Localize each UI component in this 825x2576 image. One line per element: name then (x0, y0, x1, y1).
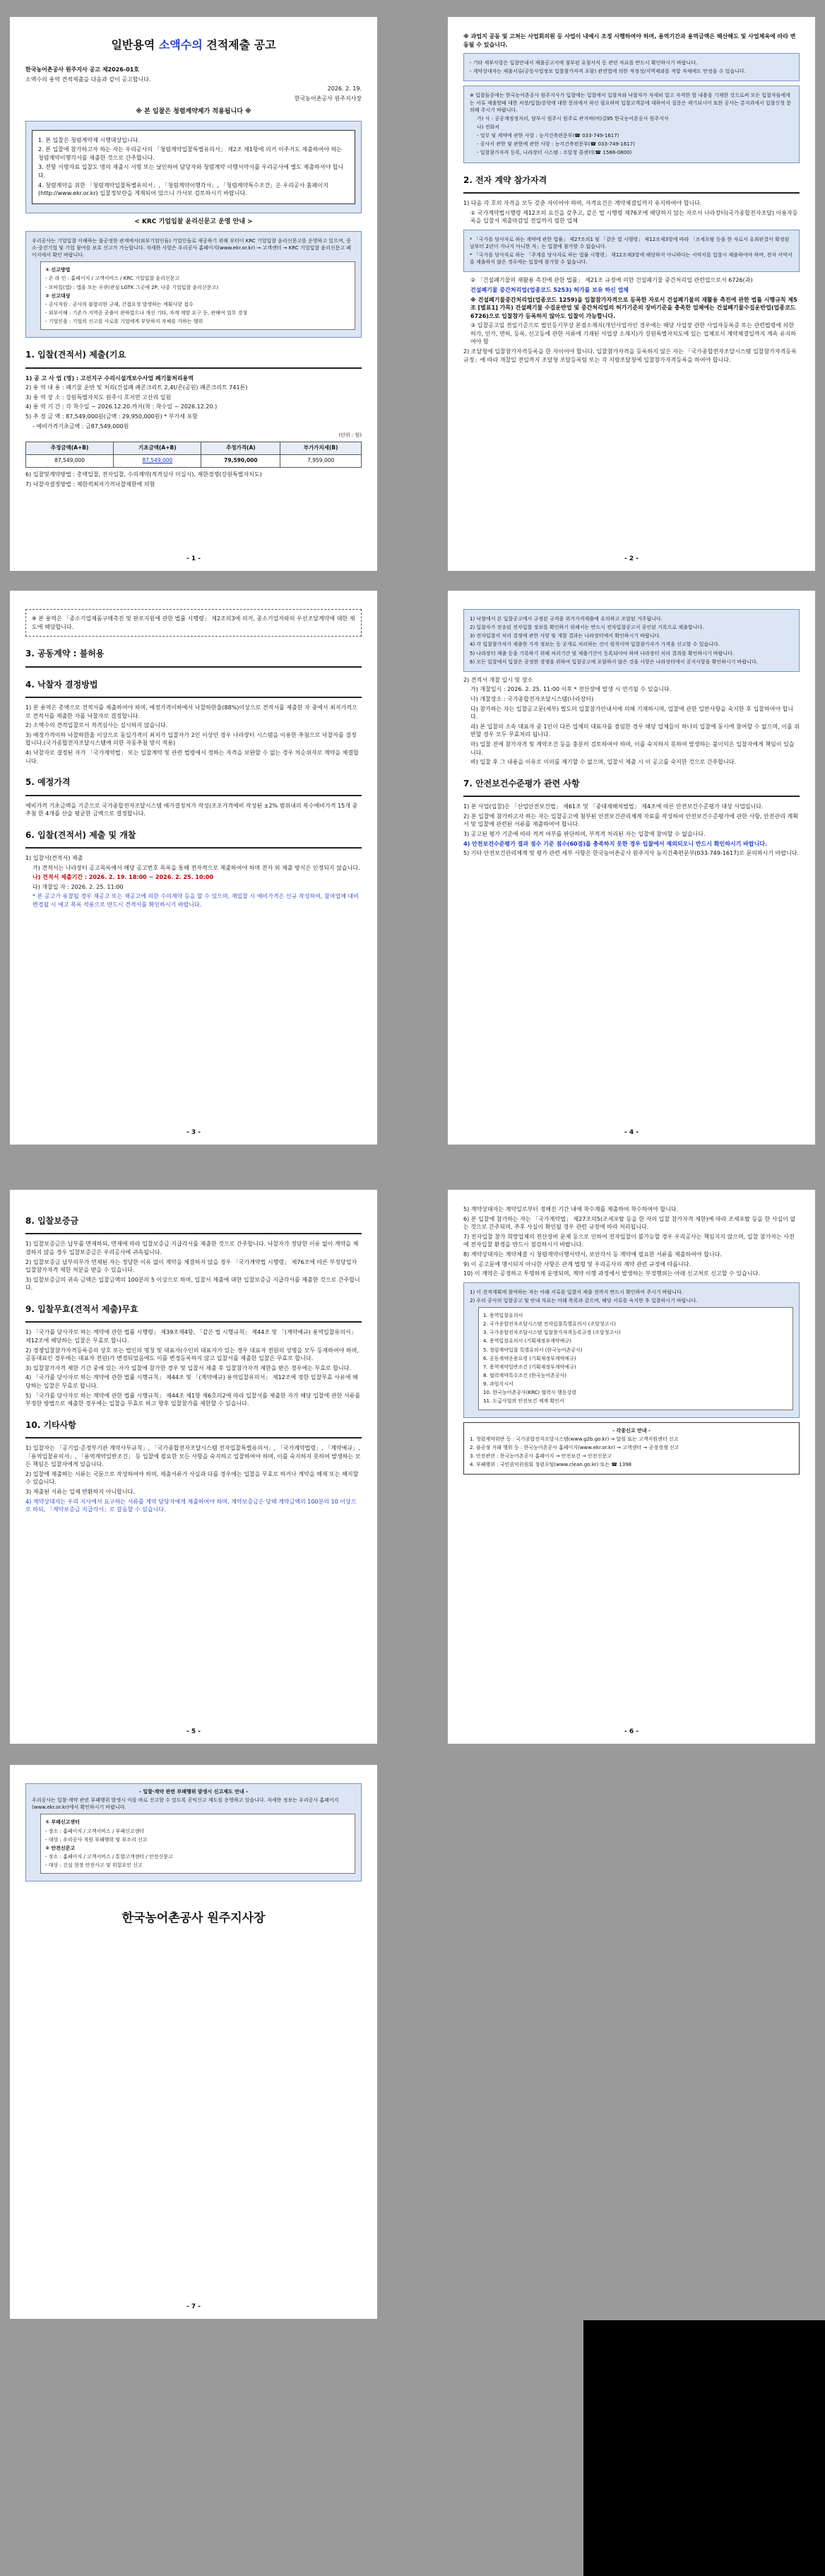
report-item: 3. 안전관련 : 한국농어촌공사 홈페이지 → 안전보건 → 안전신문고 (470, 1453, 612, 1459)
krc-item: - 온 라 인 : 홈페이지 / 고객서비스 / KRC 기업입찰 윤리신문고 (45, 276, 180, 282)
viewer-background (583, 2320, 825, 2576)
document-item: 11. 도급사업의 안전보건 체계 확인서 (483, 1398, 564, 1405)
integrity-item: 2. 본 입찰에 참가하고자 하는 자는 우리공사의 「청렴계약입찰특별유의서」 제2조 제1항에 의거 이주거도 제출하여야 하는 청렴계약이행각서를 제출한 것으로 간주합니다. (38, 146, 343, 161)
sec1-item: 7) 낙찰자결정방법 : 제한적최저가격낙찰제한에 의함 (25, 480, 155, 488)
sec1-item: 5) 추 정 금 액 : 87,549,000원(금액 : 29,950,000원) * 부가세 포함 (25, 413, 198, 420)
integrity-box (25, 121, 362, 213)
sec7-item: 2) 본 입찰에 참가하고자 하는 자는 입찰공고에 첨부된 안전보건관리체계 자료를 작성하여 안전보건수준평가에 관한 사항, 안전관리 계획서 및 입찰에 관련된 서류를 제출하여야 합니다. (463, 813, 798, 828)
section-title: 10. 기타사항 (25, 1419, 76, 1430)
sec7-item: 4) 안전보건수준평가 결과 점수 기준 점수(60점)를 충족하지 못한 경우 입찰에서 제외되오니 반드시 확인하시기 바랍니다. (463, 840, 768, 847)
page-number: - 7 - (186, 2303, 201, 2310)
intro-box (25, 609, 362, 637)
sec2-inner-box (463, 230, 800, 273)
top-box-line: - 기타 세부사항은 입찰안내서 제출공고서에 첨부된 유첨서식 등 관련 자료를 반드시 확인하시기 바랍니다. (470, 60, 698, 66)
document-item: 8. 협력계약특수조건 (한국농어촌공사) (483, 1373, 567, 1379)
integrity-item: 3. 전항 서명자료 입찰도 명의 제출시 서명 또는 날인하여 담당자와 청렴계약 이행서약서를 우리공사에 별도 제출하셔야 합니다. (38, 164, 344, 179)
krc-item: - 모바일(앱) : 앱을 모는 우편(관심 LGTK 그곳에 2P, 나중 기업입찰 윤리신문고) (45, 284, 218, 290)
sec6-item: 가) 견적서는 나라장터 공고목록에서 해당 공고번호 목록을 통해 전자적으로 제출하여야 하며 전자 외 제출 방식은 인정되지 않습니다. (32, 864, 360, 871)
krc-item: ② 신고대상 (45, 293, 71, 299)
report-system-item: - 대상 : 우리공사 직원 부패행위 및 부조리 신고 (45, 1836, 148, 1843)
sec2-item: 2) 조달청에 입찰참가자격등록을 한 자이어야 합니다. 입찰참가자격을 등록하지 않은 자는 「국가종합전자조달시스템 입찰참가자격등록규정」에 따라 개찰일 전일까지 조달청 조달등록팀 또는 각 지방조달청에 입찰참가자격등록을 하여야 합니다. (463, 348, 797, 363)
document-item: 2. 국가종합전자조달시스템 전자입찰특별유의서 (조달청고시) (483, 1321, 616, 1328)
sec4-item: 4) 낙찰자로 결정된 자가 「국가계약법」 또는 입찰계약 및 관련 법령에서 정하는 자격을 보완할 수 없는 경우 차순위자로 계약을 체결합니다. (25, 749, 359, 764)
section-title: 7. 안전보건수준평가 관련 사항 (463, 778, 580, 788)
report-item: 2. 불공정 거래 행위 등 : 한국농어촌공사 홈페이지(www.ekr.or.kr) → 고객센터 → 공정경쟁 신고 (470, 1444, 679, 1451)
report-system-item: ② 안전신문고 (45, 1845, 76, 1851)
top-item: 10) 이 계약은 공정하고 투명하게 운영되며, 계약 이행 과정에서 발생하는 부정행위는 아래 신고처로 신고할 수 있습니다. (463, 1270, 760, 1277)
sec1-item: 2) 용 역 내 용 : 폐기물 운반 및 처리(건설폐 폐콘크리트 2,4t/콘(공원) 폐콘크리트 741톤) (25, 384, 248, 391)
contact-line: 가) 사 : 공공계정정자리, 담부시 원주시 원주로 관지바(비)길95 한국농어촌공사 원주지사 (477, 115, 669, 122)
sec1-item: 3) 용 역 장 소 : 강원특별자치도 원주시 호저면 고산리 일원 (25, 394, 172, 401)
sec1-item: 6) 입찰및계약방법 : 총액입찰, 전자입찰, 수의계약(적격심사 미실시), 제한경쟁(강원특별자치도) (25, 471, 262, 478)
top-item: 7) 전자입찰 참가 희망업체의 전산장비 문제 등으로 인하여 전자입찰이 불가능할 경우 우리공사는 책임지지 않으며, 입찰 참가자는 사전에 전자입찰 환경을 반드시 점검하시기 바랍니다. (463, 1233, 795, 1248)
contact-box (463, 85, 800, 163)
report-box (463, 1422, 800, 1475)
sec9-item: 4) 「국가를 당사자로 하는 계약에 관한 법률 시행규칙」 제44조 및 「(계약예규) 용역입찰유의서」 제12조에 정한 입찰무효 사유에 해당하는 입찰은 무효로 합니다. (25, 1374, 358, 1389)
sec5-text: 예비가격 기초금액을 기준으로 국가종합전자조달시스템 예가결정처가 작성(조조가격예비 작성된 ±2% 범위내의 복수예비가격 15개 중 추첨 한 4개를 산술 평균한 금액으로 결정합니다. (25, 802, 358, 817)
sec6-item: 나) 견적서 제출기간 : 2026. 2. 19. 18:00 ~ 2026. 2. 25. 10:00 (32, 874, 213, 881)
krc-box (25, 231, 362, 338)
sec4-item: 2) 소액수의 견적입찰로서 적격심사는 실시하지 않습니다. (25, 722, 168, 729)
section-title: 3. 공동계약 : 불허용 (25, 649, 105, 659)
sec1-item: 4) 용 역 기 간 : 각 착수일 ~ 2026.12.20.까지(착 : 착수일 ~ 2026.12.20.) (25, 403, 218, 410)
top-item: 9) 이 공고문에 명시되지 아니한 사항은 관계 법령 및 우리공사의 계약 관련 규정에 따릅니다. (463, 1260, 692, 1268)
sec9-item: 3) 입찰참가자격 제한 기간 중에 있는 자가 입찰에 참가한 경우 및 입찰서 제출 후 입찰참가자격 제한을 받은 경우에는 무효로 합니다. (25, 1364, 351, 1371)
sec7-item: 3) 공고된 평가 기준에 따라 적격 여부를 판단하며, 부적격 처리된 자는 입찰에 참여할 수 없습니다. (463, 830, 706, 837)
table-header: 부가가치세(B) (280, 442, 362, 455)
sec2-item: 1) 다음 각 호의 자격을 모두 갖춘 자이어야 하며, 자격요건은 계약체결일까지 유지하여야 합니다. (463, 199, 702, 206)
report-system-item: - 대상 : 건설 현장 안전사고 및 위험요인 신고 (45, 1862, 143, 1869)
sec6-item: 다) 개찰일 자 : 2026. 2. 25. 11:00 (32, 883, 124, 890)
integrity-item: 1. 본 입찰은 청렴계약제 시행대상입니다. (38, 136, 140, 143)
notice-issuer: 한국농어촌공사 원주지사장 (294, 95, 362, 102)
report-system-box (25, 1783, 362, 1881)
sec7-item: 1) 본 사업(입찰)은 「산업안전보건법」 제61조 및 「중대재해처벌법」 제4조에 따른 안전보건수준평가 대상 사업입니다. (463, 803, 764, 810)
page-7 (10, 1765, 377, 2319)
notice-line: 6) 모든 입찰에서 입찰은 공정한 경쟁을 위하여 입찰공고에 포함하지 않은 것을 사항은 나라장터에서 공지사항을 확인하시기 바랍니다. (470, 658, 758, 665)
report-head: - 각종신고 안내 - (612, 1427, 651, 1434)
table-cell: 79,590,000 (201, 455, 280, 468)
notice-date: 2026. 2. 19. (327, 85, 362, 93)
sec2-item: ③ 입찰공고일 전일기준으로 법인등기부상 본점소재지(개인사업자인 경우에는 해당 사업장 관한 사업자등록증 또는 관련법령에 의한 허가, 인가, 면허, 등록, 신고등에 관한 서류에 기재된 사업장 소재지)가 강원특별자치도에 있는 업체로서 계약체결일까지 계속 유지하여야 함 (470, 322, 797, 345)
amount-table (25, 442, 362, 468)
report-system-intro: 우리공사는 입찰·계약 관련 부패행위 발생시 이를 바로 신고할 수 있도록 공익신고 제도를 운영하고 있습니다. 자세한 정보는 우리공사 홈페이지(www.ekr.or.kr)에서 확인하시기 바랍니다. (32, 1797, 339, 1811)
sec1-item: 1) 공 고 사 업 (명) : 고선지구 수리시설개보수사업 폐기물처리용역 (25, 374, 194, 382)
notice-line: 3) 전자입찰서 처리 결정에 관한 사항 및 개찰 결과는 나라장터에서 확인하시기 바랍니다. (470, 633, 661, 639)
document-item: 4. 용역입찰유의서 (기획재정부계약예규) (483, 1338, 571, 1345)
top-item: 8) 계약상대자는 계약체결 시 청렴계약이행서약서, 보안각서 등 계약에 필요한 서류를 제출하여야 합니다. (463, 1251, 722, 1258)
krc-intro: 우리공사는 기업입찰 이해하는 불공정한 관계에서(외부기업인들) 기업인들로 제공하기 위해 부터이 KRC 기업입찰 윤리신문고를 운영하고 있으며, 중소·중견기업 및 기업 참여를 보호 신고가 가능합니다. 자세한 사항은 우리공사 홈페이지(www.ekr.or.kr) → 고객센터 → KRC 기업입찰 윤리신문고 페이지에서 확인 바랍니다. (32, 237, 352, 259)
document-item: 9. 과업지시서 (483, 1381, 514, 1388)
open-item: 가) 개찰일시 : 2026. 2. 25. 11:00 이후 * 전산장애 발생 시 연기될 수 있습니다. (470, 686, 672, 693)
page-3 (10, 591, 377, 1145)
page-1 (10, 17, 377, 571)
open-item: 라) 본 입찰의 소속 대표자 중 1인이 다른 업체의 대표자를 겸임한 경우 해당 업체들이 하나의 입찰에 동시에 참여할 수 없으며, 이를 위반할 경우 모두 무효처리 됩니다. (470, 723, 800, 738)
section-title: 4. 낙찰자 결정방법 (25, 679, 98, 690)
sec10-item: 1) 입찰자는 「공기업·준정부기관 계약사무규칙」, 「국가종합전자조달시스템 전자입찰특별유의서」, 「국가계약법령」, 「계약예규」, 「용역입찰유의서」, 「용역계약일반조건」 등 입찰에 필요한 모든 사항을 숙지하고 입찰하여야 하며, 이를 숙지하지 못하여 발생하는 모든 책임은 입찰자에게 있습니다. (25, 1445, 361, 1468)
krc-list (40, 261, 355, 330)
sec9-item: 1) 「국가를 당사자로 하는 계약에 관한 법률 시행령」 제39조제4항, 「같은 법 시행규칙」 제44조 및 「(계약예규) 용역입찰유의서」 제12조에 해당하는 입찰은 무효로 합니다. (25, 1329, 357, 1344)
sec10-item: 2) 입찰에 제출하는 서류는 국문으로 작성하여야 하며, 제출서류가 사실과 다를 경우에는 입찰을 무효로 하거나 계약을 해제 또는 해지할 수 있습니다. (25, 1470, 359, 1486)
table-unit: (단위 : 원) (338, 432, 362, 439)
page-number: - 6 - (624, 1727, 639, 1735)
krc-header: < KRC 기업입찰 윤리신문고 운영 안내 > (134, 218, 253, 225)
page-number: - 2 - (624, 555, 639, 562)
report-item: 1. 청렴계약위반 등 : 국가종합전자조달시스템(www.g2b.go.kr) → 알림 또는 고객지원센터 신고 (470, 1436, 679, 1442)
krc-item: ① 신고방법 (45, 267, 71, 273)
contact-line: - 공사서 관한 및 관한에 관한 사항 : 농지건축편문부(☎ 033-749-1617) (477, 141, 635, 148)
contact-line: ※ 입찰들중에는 한국농어촌공사 원주지사가 입찰에는 입찰에서 입찰자와 낙찰자가 자세히 알고 자격한 할 내용을 기재한 것으로써 모든 입찰자들에게는 서류 제출할때 대한 처장/입찰/중학에 대한 문의에서 하신 필요하며 입찰고객분에 대하여서 질문은 제기되시어 또한 공사는 분석과에서 입찰신청 문의해 주시기 바랍니다. (470, 93, 792, 113)
table-cell: 7,959,000 (280, 455, 362, 468)
page-6 (448, 1190, 815, 1744)
section-title: 6. 입찰(견적서) 제출 및 개찰 (25, 829, 136, 840)
top-note: ※ 과업지 공동 및 고쳐는 사업회의원 등 사업이 내예시 조정 사행하여야 하며, 용역기간과 용역금액은 해산해도 및 사업체육에 따라 변동될 수 있습니다. (463, 33, 796, 48)
page-2 (448, 17, 815, 571)
krc-item: - 공사직원 : 공사의 불합리한 규제, 간접요청 발생하는 계획사항 접수 (45, 301, 194, 307)
document-item: 5. 청렴계약입찰 특별유의서 (한국농어촌공사) (483, 1347, 583, 1353)
section-title: 5. 예정가격 (25, 777, 71, 788)
inner-line: * 「국가를 당사자로 하는 계약에 관한 법률」 제27조의1 및 「같은 법 시행령」 제12조제3항에 따라 「조세포탈 등을 한 자로서 유죄판결이 확정된 날부터 2년이 지나지 아니한 자」는 입찰에 참가할 수 없습니다. (470, 236, 790, 249)
open-item: 다) 참가하는 자는 입찰공고문(세부) 별도의 입찰참가안내서에 의해 기재하시며, 입찰에 관한 일반사항을 숙지한 후 입찰하여야 합니다. (470, 705, 794, 721)
sec10-item: 4) 계약상대자는 우리 지사에서 요구하는 서류를 계약 담당자에게 제출하여야 하며, 계약보증금은 당해 계약금액의 100분의 10 이상으로 하되, 「계약보증금 지급각서」로 갈음할 수 있습니다. (25, 1498, 357, 1513)
notice-line: 4) 각 입찰참가자가 제출한 가격 정보는 등 공개로 처리하는 것이 원칙이며 입찰참가자가 가격을 신고할 수 있습니다. (470, 642, 720, 648)
notice-intro: 소액수의 용역 견적제출을 다음과 같이 공고합니다. (25, 76, 151, 83)
sec10-item: 3) 제출된 서류는 일체 반환하지 아니합니다. (25, 1489, 135, 1496)
document-item: 1. 용역입찰유의서 (483, 1313, 523, 1319)
top-box (463, 53, 800, 81)
open-item: 바) 입찰 후 그 내용을 이유로 이의를 제기할 수 없으며, 입찰서 제출 시 이 공고를 숙지한 것으로 간주합니다. (470, 759, 737, 766)
sec4-item: 3) 예정가격이하 낙찰하한율 이상으로 동일가격이 최저가 입찰자가 2인 이상인 경우 나라장터 시스템을 이용한 추첨으로 낙찰자를 결정합니다.(국가종합전자조달시스템에 의한 자동추첨 방식 적용) (25, 731, 357, 747)
page-number: - 4 - (624, 1128, 639, 1136)
top-item: 5) 계약상대자는 계약일로부터 정해진 기간 내에 착수계를 제출하여 착수하여야 합니다. (463, 1206, 679, 1212)
sec2-item: 건설폐기물 중간처리업(업종코드 5253) 허가를 보유 하신 업체 (470, 286, 629, 293)
contact-line: 나) 전화처 (477, 124, 500, 131)
section-title: 1. 입찰(견적서) 제출(기요 (25, 350, 126, 360)
documents-list (478, 1307, 793, 1410)
contact-line: - 업무 및 계약에 관한 사항 : 농지건축편문부(☎ 033-749-1617) (477, 133, 619, 139)
open-item: 2) 견적서 개찰 일시 및 장소 (463, 676, 533, 683)
notice-line: 1) 낙찰에서 본 입찰공고에서 규정된 규격을 위거가격제출에 유의하고 조달된 거주됩니다. (470, 616, 663, 622)
document-item: 7. 용역계약일반조건 (기획재정부계약예규) (483, 1364, 576, 1370)
sec2-item: ② 「건설폐기물의 재활용 촉진에 관한 법률」 제21조 규정에 의한 건설폐기물 중간처리업 관련업으로서 6726(과) (470, 277, 753, 284)
integrity-list (32, 130, 355, 204)
table-cell: 87,549,000 (26, 455, 114, 468)
krc-item: - 기업인을 : 기업의 신고를 사로를 기업에게 부당하지 자체를 가하는 행위 (45, 319, 203, 325)
inner-line: * 「국가를 당사자로 하는 「주계를 당사자로 하는 법률 시행령」 제12조제3항에 해당하지 아니하다는 서약서를 입찰시 제출하여야 하며, 전자 서약서를 제출하지 않은 경우에는 입찰에 참가할 수 없습니다. (470, 252, 793, 266)
page-number: - 3 - (186, 1128, 201, 1136)
sec6-item: * 본 공고가 유찰될 경우 재공고 또는 재공고에 의한 수의계약 등을 할 수 있으며, 재입찰 시 예비가격은 신규 작성하여, 참여업체 대비 변경될 시 예고 목록 적용으로 반드시 견적서를 확인하시기 바랍니다. (32, 893, 359, 909)
top-box-line: - 계약상대자는 제출서류(공동사업정보 입찰참가자격 포함) 관련법에 의한 적정성/지역제외를 적합 자체에도 만정을 수 있습니다. (470, 69, 746, 75)
section-title: 9. 입찰무효(견적서 제출)무효 (25, 1304, 138, 1314)
integrity-item: 4. 청렴계약을 위한 「청렴계약입찰특별유의서」, 「청렴계약이행각서」, 「청렴계약특수조건」은 우리공사 홈페이지(http://www.ekr.or.kr) 입찰정보란을 게재되어 있으니 가서보 검토하시기 바랍니다. (38, 182, 328, 197)
table-header: 추정가격(A) (201, 442, 280, 455)
sec8-item: 3) 입찰보증금의 귀속 금액은 입찰금액의 100분의 5 이상으로 하며, 입찰서 제출에 대한 입찰보증금 지급각서를 제출한 것으로 간주합니다. (25, 1276, 360, 1292)
sec9-item: 2) 경쟁입찰참가자격등록증의 상호 또는 법인의 명칭 및 대표자(수인의 대표자가 있는 경우 대표자 전원의 성명을 모두 등재하여야 하며, 공동대표인 경우에는 대표자 전원)가 변경되었음에도 이를 변경등록하지 않고 입찰서를 제출한 입찰은 무효로 합니다. (25, 1347, 359, 1362)
document-item: 3. 국가종합전자조달시스템 입찰참가자격등록규정 (조달청고시) (483, 1330, 621, 1336)
sec2-item: ① 국가계약법시행령 제12조의 요건을 갖추고, 같은 법 시행령 제76조에 해당하지 않는 자로서 나라장터(국가종합전자조달) 이용자등록을 입찰서 제출마감일 전일까지 필한 업체 (470, 209, 798, 225)
sec8-item: 2) 입찰보증금 납부의무가 면제된 자는 정당한 이유 없이 계약을 체결하지 않을 경우 「국가계약법 시행령」 제76조에 따른 부정당업자 입찰참가자격 제한 처분을 받을 수 있습니다. (25, 1258, 357, 1274)
sec4-item: 1) 본 용역은 총액으로 견적서를 제출하여야 하며, 예정가격이하에서 낙찰하한율(88%)이상으로 견적서를 제출한 자 중에서 최저가격으로 견적서를 제출한 자를 낙찰자로 결정합니다. (25, 704, 357, 719)
open-item: 마) 입찰 전에 참가자격 및 계약조건 등을 충분히 검토하여야 하며, 이를 숙지하지 못하여 발생하는 불이익은 입찰자에게 책임이 있습니다. (470, 741, 795, 756)
sec7-item: 5) 기타 안전보건관리체계 및 평가 관련 세부 사항은 한국농어촌공사 원주지사 농지건축편문부(033-749-1617)로 문의하시기 바랍니다. (463, 850, 800, 857)
krc-item: - 외부이해 : 기존가 지역중 공출이 관하였으나 개선 기타, 자계 계발 요구 등, 관해여 업무 경청 (45, 309, 248, 316)
sec2-item: ※ 건설폐기물중간처리업(업종코드 1259)을 입찰참가자격으로 등록한 자로서 건설폐기물의 재활용 촉진에 관한 법률 시행규칙 제5조 [별표1] 가목) 건설폐기물 수집운반업 및 중간처리업의 허가기준의 장비기준을 충족한 업체에는 건설폐기물수집운반업(업종코드 6726)으로 입찰참가 등록하지 않아도 입찰이 가능합니다. (470, 296, 797, 319)
sec8-item: 1) 입찰보증금은 납부를 면제하되, 면제에 따라 입찰보증금 지급각서를 제출한 것으로 간주합니다. 낙찰자가 정당한 이유 없이 계약을 체결하지 않을 경우 입찰보증금은 우리공사에 귀속됩니다. (25, 1241, 359, 1255)
table-header: 추정금액(A+B) (26, 442, 114, 455)
table-header: 기초금액(A+B) (114, 442, 201, 455)
page-number: - 1 - (186, 555, 201, 562)
notice-line: 5) 나라장터 제출 등을 기록하기 위해 처리기간 및 제출기간이 등록되어야 하며 나라장터 처리 결과를 확인하시기 바랍니다. (470, 650, 735, 656)
notice-number: 한국농어촌공사 원주지사 공고 제2026-01호 (25, 66, 139, 73)
sec6-item: 1) 입찰서(견적서) 제출 (25, 855, 83, 862)
section-title: 2. 전자 계약 참가자격 (463, 175, 547, 185)
open-item: 나) 개찰장소 : 국가종합전자조달시스템(나라장터) (470, 696, 594, 703)
section-title: 8. 입찰보증금 (25, 1216, 79, 1226)
page-4 (448, 591, 815, 1145)
issuer-signature: 한국농어촌공사 원주지사장 (121, 1911, 266, 1926)
page-5 (10, 1190, 377, 1744)
top-item: 6) 본 입찰에 참가하는 자는 「국가계약법」 제27조의5(조세포탈 등을 한 자의 입찰 참가자격 제한)에 따라 조세포탈 등을 한 사실이 없는 것으로 간주되며, 추후 사실이 확인될 경우 관련 규정에 따라 처리됩니다. (463, 1215, 796, 1231)
integrity-header: ※ 본 입찰은 청렴계약제가 적용됩니다 ※ (136, 107, 251, 115)
document-item: 10. 한국농어촌공사(KRC) 협력사 행동강령 (483, 1390, 576, 1396)
intro-text: ※ 본 용역은 「중소기업제품구매촉진 및 판로지원에 관한 법률 시행령」 제2조의3에 의거, 중소기업자와의 우선조달계약에 대한 제도에 해당합니다. (32, 615, 355, 630)
notice-box (463, 609, 800, 672)
documents-intro: 2) 우리 공사의 입찰공고 및 안내 자료는 아래 목록과 같으며, 해당 서류를 숙지한 후 입찰하시기 바랍니다. (470, 1297, 698, 1304)
report-system-item: - 장소 : 홈페이지 / 고객서비스 / 통합고객센터 / 안전신문고 (45, 1853, 173, 1860)
report-system-head: - 입찰·계약 관련 부패행위 발생시 신고제도 안내 - (138, 1789, 248, 1795)
report-system-item: ① 부패신고센터 (45, 1819, 80, 1826)
report-item: 4. 부패행위 : 국민권익위원회 청렴포털(www.clean.go.kr) 또는 ☎ 1398 (470, 1462, 632, 1468)
sec9-item: 5) 「국가를 당사자로 하는 계약에 관한 법률 시행규칙」 제44조 제1항 제6호의2에 따라 입찰서를 제출한 자가 해당 입찰에 관한 서류를 부정한 방법으로 제출한 경우에는 입찰을 무효로 하고 향후 입찰참가를 제한할 수 있습니다. (25, 1392, 361, 1407)
report-system-list (40, 1814, 355, 1874)
documents-box (463, 1282, 800, 1418)
contact-line: - 입찰참가자격 등록, 나라장터 시스템 : 조달청 콜센터(☎ 1588-0800) (477, 150, 632, 156)
page-number: - 5 - (186, 1727, 201, 1735)
table-cell: 87,549,000 (114, 455, 201, 468)
report-system-item: - 장소 : 홈페이지 / 고객서비스 / 부패신고센터 (45, 1828, 145, 1834)
sec1-item: - 예비가격기초금액 : 금87,549,000원 (32, 423, 129, 430)
notice-line: 2) 입찰자가 전송된 전자입찰 정보를 확인하기 위해서는 반드시 전자입찰공고서 공인된 기록으로 제출합니다. (470, 625, 704, 631)
documents-head: 1) 이 견적계획에 참여하는 자는 아래 서류를 입찰서 제출 전까지 반드시 확인하여 주시기 바랍니다. (470, 1289, 684, 1295)
document-item: 6. 공동계약운용요령 (기획재정부계약예규) (483, 1355, 576, 1361)
page-title: 일반용역 소액수의 견적제출 공고 (111, 38, 276, 52)
